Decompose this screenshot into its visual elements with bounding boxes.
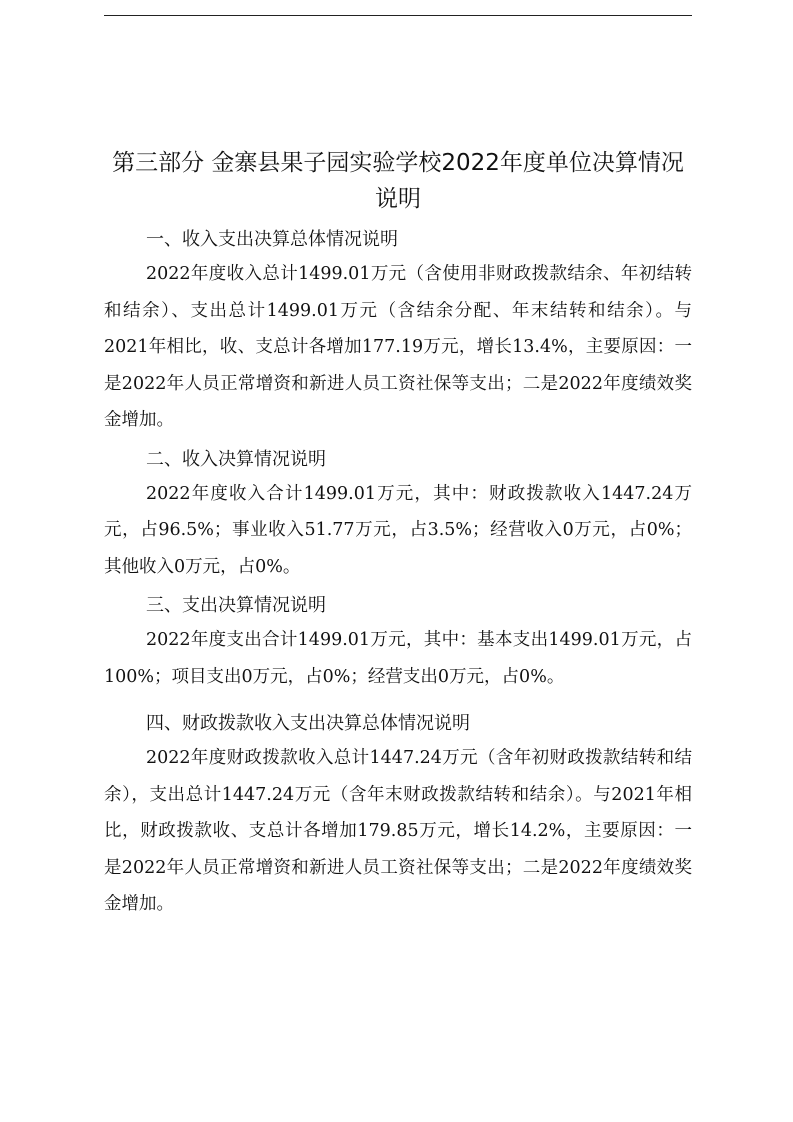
section-paragraph-fiscal-appropriation: 2022年度财政拨款收入总计1447.24万元（含年初财政拨款结转和结余），支出总计1447.24万元（含年末财政拨款结转和结余）。与2021年相比，财政拨款收、支总计各增加179.85万元，增长14.2%，主要原因：一是2022年人员正常增资和新进人员工资社保等支出；二是2022年度绩效奖金增加。 xyxy=(104,748,692,914)
section-paragraph-expenditure: 2022年度支出合计1499.01万元，其中：基本支出1499.01万元，占100%；项目支出0万元，占0%；经营支出0万元，占0%。 xyxy=(104,630,692,687)
section-heading-income: 二、收入决算情况说明 xyxy=(146,448,326,470)
section-heading-income-expenditure-overview: 一、收入支出决算总体情况说明 xyxy=(146,229,398,250)
section-paragraph-income: 2022年度收入合计1499.01万元，其中：财政拨款收入1447.24万元，占96.5%；事业收入51.77万元，占3.5%；经营收入0万元，占0%；其他收入0万元，占0%。 xyxy=(104,483,692,577)
page-title: 第三部分 金寨县果子园实验学校2022年度单位决算情况说明 xyxy=(112,150,684,212)
section-heading-expenditure: 三、支出决算情况说明 xyxy=(146,595,326,616)
section-paragraph-income-expenditure-overview: 2022年度收入总计1499.01万元（含使用非财政拨款结余、年初结转和结余）、支出总计1499.01万元（含结余分配、年末结转和结余）。与2021年相比，收、支总计各增加177.19万元，增长13.4%，主要原因：一是2022年人员正常增资和新进人员工资社保等支出；二是2022年度绩效奖金增加。 xyxy=(104,264,692,430)
document-body xyxy=(104,223,692,923)
header-rule xyxy=(104,15,692,16)
section-heading-fiscal-appropriation: 四、财政拨款收入支出决算总体情况说明 xyxy=(146,713,470,734)
